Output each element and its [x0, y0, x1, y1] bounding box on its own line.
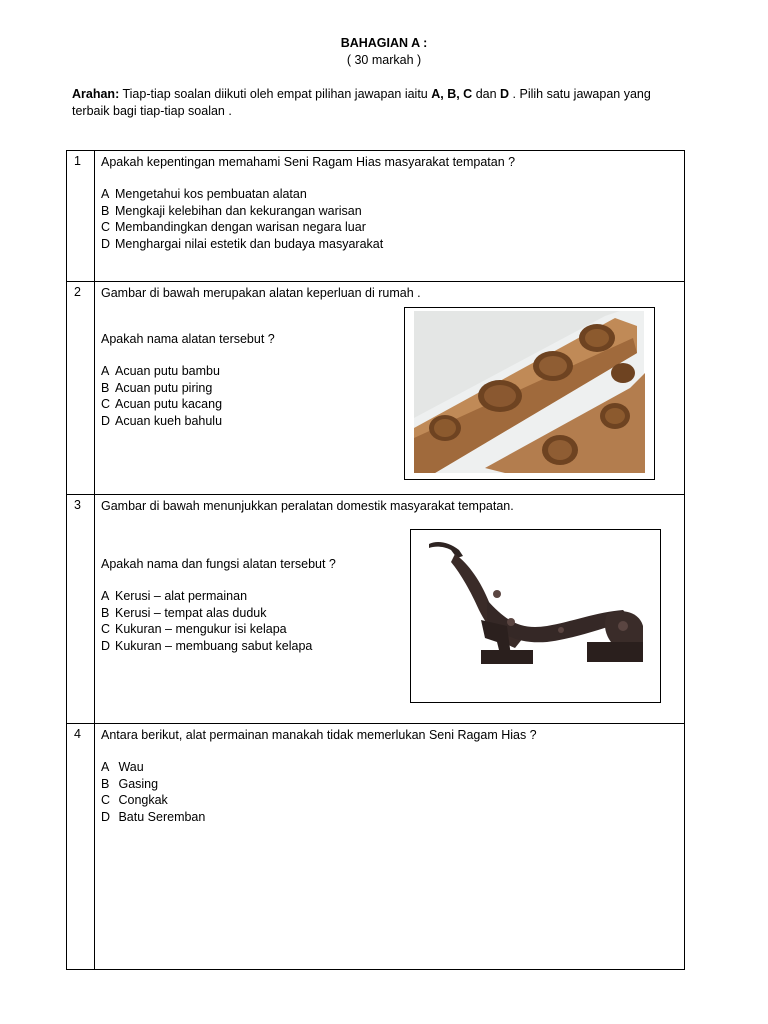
option[interactable] — [101, 203, 678, 220]
options-list — [101, 186, 678, 252]
option-text: Kukuran – mengukur isi kelapa — [115, 622, 287, 636]
question-text: Apakah kepentingan memahami Seni Ragam Hias masyarakat tempatan ? — [101, 155, 516, 169]
coconut-grater-illustration — [411, 530, 660, 702]
question-row — [67, 151, 685, 282]
instructions-tail: . Pilih satu jawapan yang terbaik bagi tiap-tiap soalan . — [72, 87, 651, 118]
question-text: Antara berikut, alat permainan manakah tidak memerlukan Seni Ragam Hias ? — [101, 728, 537, 742]
option-letter: D — [101, 236, 111, 251]
option-text: Wau — [115, 760, 144, 774]
option-letter: C — [101, 220, 111, 234]
option-text: Kukuran – membuang sabut kelapa — [115, 638, 313, 653]
question-number: 4 — [67, 724, 95, 970]
wooden-cake-mold-photo — [404, 307, 655, 480]
instructions — [72, 86, 682, 120]
cake-mold-illustration — [405, 308, 654, 479]
option-letter: A — [101, 364, 110, 378]
option-letter: D — [101, 638, 111, 653]
question-row — [67, 724, 685, 970]
option-letter: B — [101, 203, 110, 218]
option[interactable] — [101, 759, 678, 776]
option-letter: B — [101, 380, 110, 395]
option-letter: B — [101, 605, 110, 620]
option-letter: C — [101, 793, 111, 807]
option[interactable] — [101, 219, 678, 236]
question-number: 2 — [67, 282, 95, 495]
question-cell — [95, 151, 685, 282]
option[interactable] — [101, 236, 678, 253]
option-letter: D — [101, 809, 111, 824]
option[interactable] — [101, 809, 678, 826]
option-text: Acuan putu bambu — [115, 364, 220, 378]
option-letter: A — [101, 760, 110, 774]
option[interactable] — [101, 776, 678, 793]
instructions-and: dan — [472, 87, 501, 101]
option-letter: A — [101, 589, 110, 603]
option-text: Congkak — [115, 793, 168, 807]
question-cell — [95, 724, 685, 970]
option-text: Menghargai nilai estetik dan budaya masyarakat — [115, 236, 384, 251]
option-text: Acuan putu piring — [115, 380, 213, 395]
option-text: Batu Seremban — [115, 809, 206, 824]
option-text: Acuan putu kacang — [115, 397, 223, 411]
question-text: Gambar di bawah merupakan alatan keperluan di rumah . — [101, 286, 421, 300]
options-list — [101, 759, 678, 825]
option-text: Gasing — [115, 776, 159, 791]
question-number: 3 — [67, 495, 95, 724]
option-text: Kerusi – alat permainan — [115, 589, 248, 603]
option-text: Acuan kueh bahulu — [115, 413, 223, 428]
option-text: Mengkaji kelebihan dan kekurangan warisan — [115, 203, 362, 218]
sub-question: Apakah nama alatan tersebut ? — [101, 332, 275, 346]
instructions-lead: Arahan: — [72, 87, 120, 101]
option-letter: C — [101, 622, 111, 636]
question-text: Gambar di bawah menunjukkan peralatan domestik masyarakat tempatan. — [101, 499, 514, 513]
option[interactable] — [101, 792, 678, 809]
option[interactable] — [101, 186, 678, 203]
option-text: Kerusi – tempat alas duduk — [115, 605, 267, 620]
option-letter: D — [101, 413, 111, 428]
marks-label: ( 30 markah ) — [346, 53, 422, 67]
option-letter: C — [101, 397, 111, 411]
question-number: 1 — [67, 151, 95, 282]
section-title: BAHAGIAN A : — [340, 36, 428, 50]
option-text: Mengetahui kos pembuatan alatan — [115, 187, 307, 201]
option-text: Membandingkan dengan warisan negara luar — [115, 220, 366, 234]
instructions-text: Tiap-tiap soalan diikuti oleh empat pilihan jawapan iaitu — [119, 87, 432, 101]
instructions-last: D — [500, 87, 510, 101]
option-letter: A — [101, 187, 110, 201]
option-letter: B — [101, 776, 110, 791]
instructions-choices: A, B, C — [431, 87, 473, 101]
sub-question: Apakah nama dan fungsi alatan tersebut ? — [101, 557, 336, 571]
carved-coconut-grater-photo — [410, 529, 661, 703]
